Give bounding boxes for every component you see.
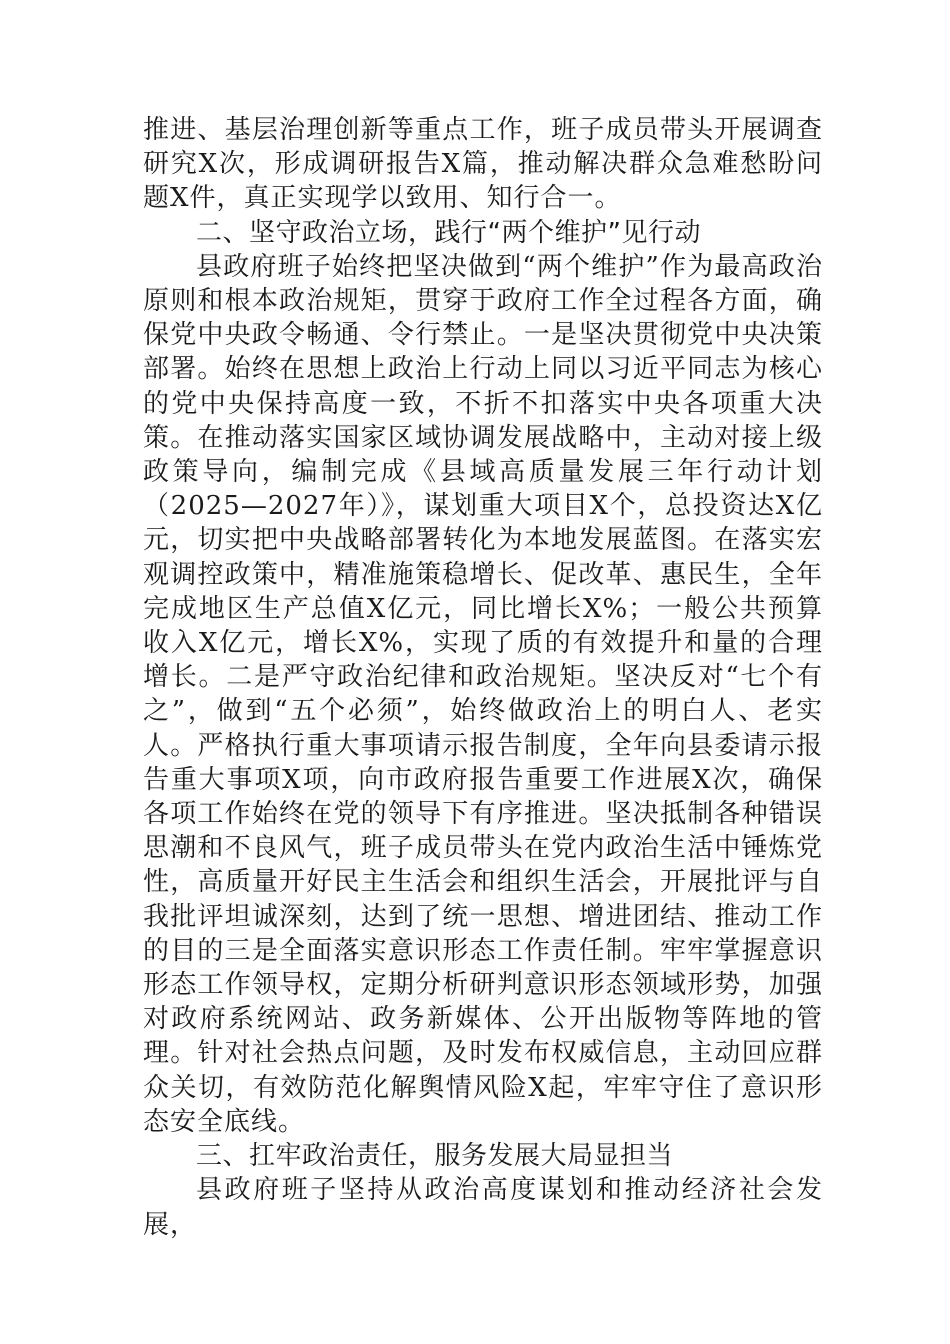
- document-body: [143, 113, 823, 1242]
- paragraph-continuation: 推进、基层治理创新等重点工作，班子成员带头开展调查研究X次，形成调研报告X篇，推动解决群众急难愁盼问题X件，真正实现学以致用、知行合一。: [143, 115, 823, 214]
- paragraph-section-3: 县政府班子坚持从政治高度谋划和推动经济社会发展，: [143, 1175, 823, 1240]
- paragraph-section-2: 县政府班子始终把坚决做到“两个维护”作为最高政治原则和根本政治规矩，贯穿于政府工作全过程各方面，确保党中央政令畅通、令行禁止。一是坚决贯彻党中央决策部署。始终在思想上政治上行动上同以习近平同志为核心的党中央保持高度一致，不折不扣落实中央各项重大决策。在推动落实国家区域协调发展战略中，主动对接上级政策导向，编制完成《县域高质量发展三年行动计划（2025—2027年）》，谋划重大项目X个，总投资达X亿元，切实把中央战略部署转化为本地发展蓝图。在落实宏观调控政策中，精准施策稳增长、促改革、惠民生，全年完成地区生产总值X亿元，同比增长X%；一般公共预算收入X亿元，增长X%，实现了质的有效提升和量的合理增长。二是严守政治纪律和政治规矩。坚决反对“七个有之”，做到“五个必须”，始终做政治上的明白人、老实人。严格执行重大事项请示报告制度，全年向县委请示报告重大事项X项，向市政府报告重要工作进展X次，确保各项工作始终在党的领导下有序推进。坚决抵制各种错误思潮和不良风气，班子成员带头在党内政治生活中锤炼党性，高质量开好民主生活会和组织生活会，开展批评与自我批评坦诚深刻，达到了统一思想、增进团结、推动工作的目的三是全面落实意识形态工作责任制。牢牢掌握意识形态工作领导权，定期分析研判意识形态领域形势，加强对政府系统网站、政务新媒体、公开出版物等阵地的管理。针对社会热点问题，及时发布权威信息，主动回应群众关切，有效防范化解舆情风险X起，牢牢守住了意识形态安全底线。: [143, 251, 823, 1137]
- section-heading-2: 二、坚守政治立场，践行“两个维护”见行动: [196, 217, 701, 248]
- section-heading-3: 三、扛牢政治责任，服务发展大局显担当: [196, 1141, 674, 1172]
